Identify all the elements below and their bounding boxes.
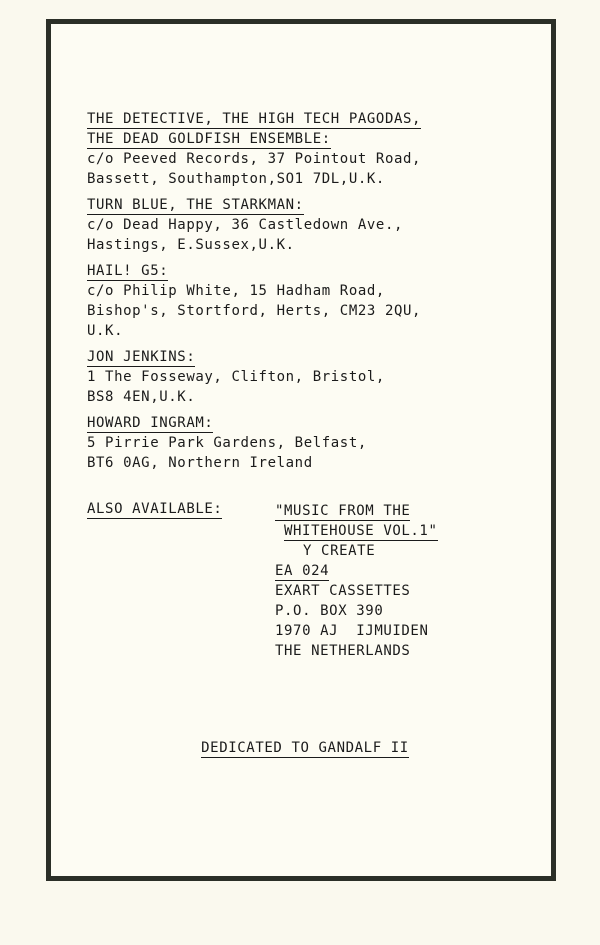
- contact-heading: JON JENKINS:: [87, 349, 196, 365]
- address-line: BS8 4EN,U.K.: [87, 389, 196, 405]
- release-label: EXART CASSETTES: [275, 583, 411, 599]
- address-line: Hastings, E.Sussex,U.K.: [87, 237, 295, 253]
- contact-heading: HOWARD INGRAM:: [87, 415, 214, 431]
- address-line: BT6 0AG, Northern Ireland: [87, 455, 313, 471]
- release-catalog: EA 024: [275, 563, 330, 579]
- release-country: THE NETHERLANDS: [275, 643, 411, 659]
- contact-block: [87, 109, 537, 189]
- also-available-section: [87, 501, 537, 671]
- address-line: Bishop's, Stortford, Herts, CM23 2QU,: [87, 303, 422, 319]
- contact-heading: HAIL! G5:: [87, 263, 169, 279]
- release-title-line: WHITEHOUSE VOL.1": [284, 523, 438, 539]
- address-line: c/o Philip White, 15 Hadham Road,: [87, 283, 385, 299]
- dedication-text: DEDICATED TO GANDALF II: [201, 740, 409, 756]
- address-line: Bassett, Southampton,SO1 7DL,U.K.: [87, 171, 385, 187]
- address-line: c/o Peeved Records, 37 Pointout Road,: [87, 151, 422, 167]
- contact-block: [87, 195, 537, 255]
- also-available-details: [275, 501, 438, 661]
- also-available-label: ALSO AVAILABLE:: [87, 501, 223, 517]
- release-artist: Y CREATE: [303, 543, 376, 559]
- dedication: [0, 740, 600, 758]
- contact-heading: THE DEAD GOLDFISH ENSEMBLE:: [87, 131, 331, 147]
- contact-heading: THE DETECTIVE, THE HIGH TECH PAGODAS,: [87, 111, 422, 127]
- contact-heading: TURN BLUE, THE STARKMAN:: [87, 197, 304, 213]
- contact-block: [87, 413, 537, 473]
- address-line: c/o Dead Happy, 36 Castledown Ave.,: [87, 217, 404, 233]
- contact-block: [87, 347, 537, 407]
- contact-list: [87, 109, 537, 671]
- address-line: U.K.: [87, 323, 124, 339]
- address-line: 5 Pirrie Park Gardens, Belfast,: [87, 435, 367, 451]
- release-po-box: P.O. BOX 390: [275, 603, 384, 619]
- address-line: 1 The Fosseway, Clifton, Bristol,: [87, 369, 385, 385]
- release-title-line: "MUSIC FROM THE: [275, 503, 411, 519]
- contact-block: [87, 261, 537, 341]
- release-city: 1970 AJ IJMUIDEN: [275, 623, 429, 639]
